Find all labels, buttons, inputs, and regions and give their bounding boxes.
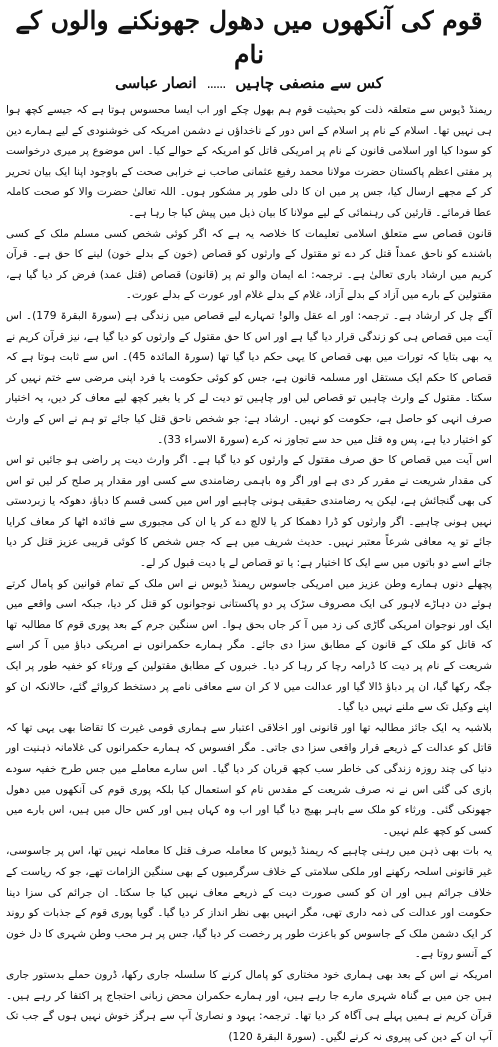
paragraph-1: ریمنڈ ڈیوس سے متعلقہ ذلت کو بحیثیت قوم ہم بھول چکے اور اب ایسا محسوس ہوتا ہے کہ جیسے کچھ ہوا ہی نہیں تھا۔ اسلام کے نام پر اسلام کے اس دور کے ناخداؤں نے دشمن امریکہ کی خوشنودی کے لیے ہمارے دین کو سودا کیا اور اسلامی قانون کے نام پر امریکی قاتل کو امریکہ کے حوالے کیا۔ اس موضوع پر میری درخواست پر مفتی اعظم پاکستان حضرت مولانا محمد رفیع عثمانی صاحب نے خرابی صحت کے باوجود اپنا ایک بیان تحریر کر کے مجھے ارسال کیا، جس پر میں ان کا دلی طور پر مشکور ہوں۔ اللہ تعالیٰ حضرت والا کو صحت کاملہ عطا فرمائے۔ قارئین کی رہنمائی کے لیے مولانا کا بیان ذیل میں پیش کیا جا رہا ہے۔	[6, 104, 492, 219]
paragraph-5: پچھلے دنوں ہمارے وطن عزیز میں امریکی جاسوس ریمنڈ ڈیوس نے اس ملک کے تمام قوانین کو پامال کرتے ہوئے دن دہاڑے لاہور کی ایک مصروف سڑک پر دو پاکستانی نوجوانوں کو قتل کر دیا، جبکہ اسی واقعے میں ایک اور نوجوان امریکی گاڑی کی زد میں آ کر جاں بحق ہوا۔ اس سنگین جرم کے بعد پوری قوم کا مطالبہ تھا کہ قاتل کو ملک کے قانون کے مطابق سزا دی جائے۔ مگر ہمارے حکمرانوں نے امریکی دباؤ میں آ کر اسے شریعت کے نام پر دیت کا ڈرامہ رچا کر رہا کر دیا۔ خبروں کے مطابق مقتولین کے ورثاء کو خفیہ طور پر ایک جگہ رکھا گیا، ان پر دباؤ ڈالا گیا اور عدالت میں لا کر ان سے معافی نامے پر دستخط کروائے گئے، حالانکہ ان کو اپنے وکیل تک سے ملنے نہیں دیا گیا۔	[6, 577, 492, 714]
paragraph-4: اس آیت میں قصاص کا حق صرف مقتول کے وارثوں کو دیا گیا ہے۔ اگر وارث دیت پر راضی ہو جائیں تو اس کی مقدار شریعت نے مقرر کر دی ہے اور اگر وہ باہمی رضامندی سے کسی اور مقدار پر صلح کر لیں تو اس کی بھی گنجائش ہے، لیکن یہ رضامندی حقیقی ہونی چاہیے اور اس میں کسی قسم کا دباؤ، دھوکہ یا زبردستی نہیں ہونی چاہیے۔ اگر وارثوں کو ڈرا دھمکا کر یا لالچ دے کر یا ان کی مجبوری سے فائدہ اٹھا کر معاف کرایا جائے تو یہ معافی شرعاً معتبر نہیں۔ حدیث شریف میں ہے کہ جس شخص کا کوئی قریبی عزیز قتل کر دیا جائے اسے دو باتوں میں سے ایک کا اختیار ہے: یا تو قصاص لے یا دیت قبول کر لے۔	[6, 454, 492, 570]
paragraph-2: قانون قصاص سے متعلق اسلامی تعلیمات کا خلاصہ یہ ہے کہ اگر کوئی شخص کسی مسلم ملک کے کسی باشندے کو ناحق عمداً قتل کر دے تو مقتول کے وارثوں کو قصاص (خون کے بدلے خون) لینے کا حق ہے۔ قرآن کریم میں ارشاد باری تعالیٰ ہے۔ ترجمہ: اے ایمان والو تم پر (قانون) قصاص (قتل عمد) فرض کر دیا گیا ہے، مقتولین کے بارے میں آزاد کے بدلے آزاد، غلام کے بدلے غلام اور عورت کے بدلے عورت۔	[6, 227, 492, 302]
byline-separator: ......	[206, 77, 226, 92]
paragraph-8: امریکہ نے اس کے بعد بھی ہماری خود مختاری کو پامال کرنے کا سلسلہ جاری رکھا، ڈرون حملے بدستور جاری ہیں جن میں بے گناہ شہری مارے جا رہے ہیں، اور ہمارے حکمران محض زبانی احتجاج پر اکتفا کر رہے ہیں۔ قرآن کریم نے ہمیں پہلے ہی آگاہ کر دیا تھا۔ ترجمہ: یہود و نصاریٰ آپ سے ہرگز خوش نہیں ہوں گے جب تک آپ ان کے دین کی پیروی نہ کرنے لگیں۔ (سورۃ البقرۃ 120)	[6, 968, 492, 1043]
article-subtitle: کس سے منصفی چاہیں	[235, 74, 383, 92]
paragraph-3: آگے چل کر ارشاد ہے۔ ترجمہ: اور اے عقل والو! تمہارے لیے قصاص میں زندگی ہے (سورۃ البقرۃ 179)۔ اس آیت میں قصاص ہی کو زندگی قرار دیا گیا ہے اور اس کا حق مقتول کے وارثوں کو دیا گیا ہے، نیز قرآن کریم نے یہ بھی بتایا کہ تورات میں بھی قصاص کا یہی حکم دیا گیا تھا (سورۃ المائدہ 45)۔ اس سے ثابت ہوتا ہے کہ قصاص کا حکم ایک مستقل اور مسلمہ قانون ہے، جس کو کوئی حکومت یا فرد اپنی مرضی سے ختم نہیں کر سکتا۔ مقتول کے وارث چاہیں تو قصاص لیں اور چاہیں تو دیت لے کر یا بغیر کچھ لیے معاف کر دیں، یہ اختیار صرف انہی کو حاصل ہے، حکومت کو نہیں۔ ارشاد ہے: جو شخص ناحق قتل کیا جائے تو ہم نے اس کے وارث کو اختیار دیا ہے، پس وہ قتل میں حد سے تجاوز نہ کرے (سورۃ الاسراء 33)۔	[6, 309, 492, 446]
byline	[6, 72, 492, 96]
paragraph-6: بلاشبہ یہ ایک جائز مطالبہ تھا اور قانونی اور اخلاقی اعتبار سے ہماری قومی غیرت کا تقاضا بھی یہی تھا کہ قاتل کو عدالت کے ذریعے قرار واقعی سزا دی جاتی۔ مگر افسوس کہ ہمارے حکمرانوں کی غلامانہ ذہنیت اور دنیا کی چند روزہ زندگی کی خاطر سب کچھ قربان کر دیا گیا۔ اس سارے معاملے میں جس طرح خفیہ سودے بازی کی گئی اس نے نہ صرف شریعت کے مقدس نام کو استعمال کیا بلکہ پوری قوم کی آنکھوں میں دھول جھونکی گئی۔ ورثاء کو ملک سے باہر بھیج دیا گیا اور اب وہ کہاں ہیں اور کس حال میں ہیں، اس بارے میں کسی کو کچھ علم نہیں۔	[6, 721, 492, 837]
author-name: انصار عباسی	[115, 74, 197, 92]
paragraph-7: یہ بات بھی ذہن میں رہنی چاہیے کہ ریمنڈ ڈیوس کا معاملہ صرف قتل کا معاملہ نہیں تھا، اس پر جاسوسی، غیر قانونی اسلحہ رکھنے اور ملکی سلامتی کے خلاف سرگرمیوں کے بھی سنگین الزامات تھے، جو کہ ریاست کے خلاف جرائم ہیں اور ان کو کسی صورت دیت کے ذریعے معاف نہیں کیا جا سکتا۔ ان جرائم کی سزا دینا حکومت اور عدالت کی ذمہ داری تھی، مگر انہیں بھی نظر انداز کر دیا گیا۔ گویا پوری قوم کے جذبات کو روند کر ایک دشمن ملک کے جاسوس کو باعزت طور پر رخصت کر دیا گیا، جس پر ہر محب وطن شہری کا دل خون کے آنسو روتا ہے۔	[6, 845, 492, 961]
article-headline: قوم کی آنکھوں میں دھول جھونکنے والوں کے نام	[15, 6, 483, 69]
